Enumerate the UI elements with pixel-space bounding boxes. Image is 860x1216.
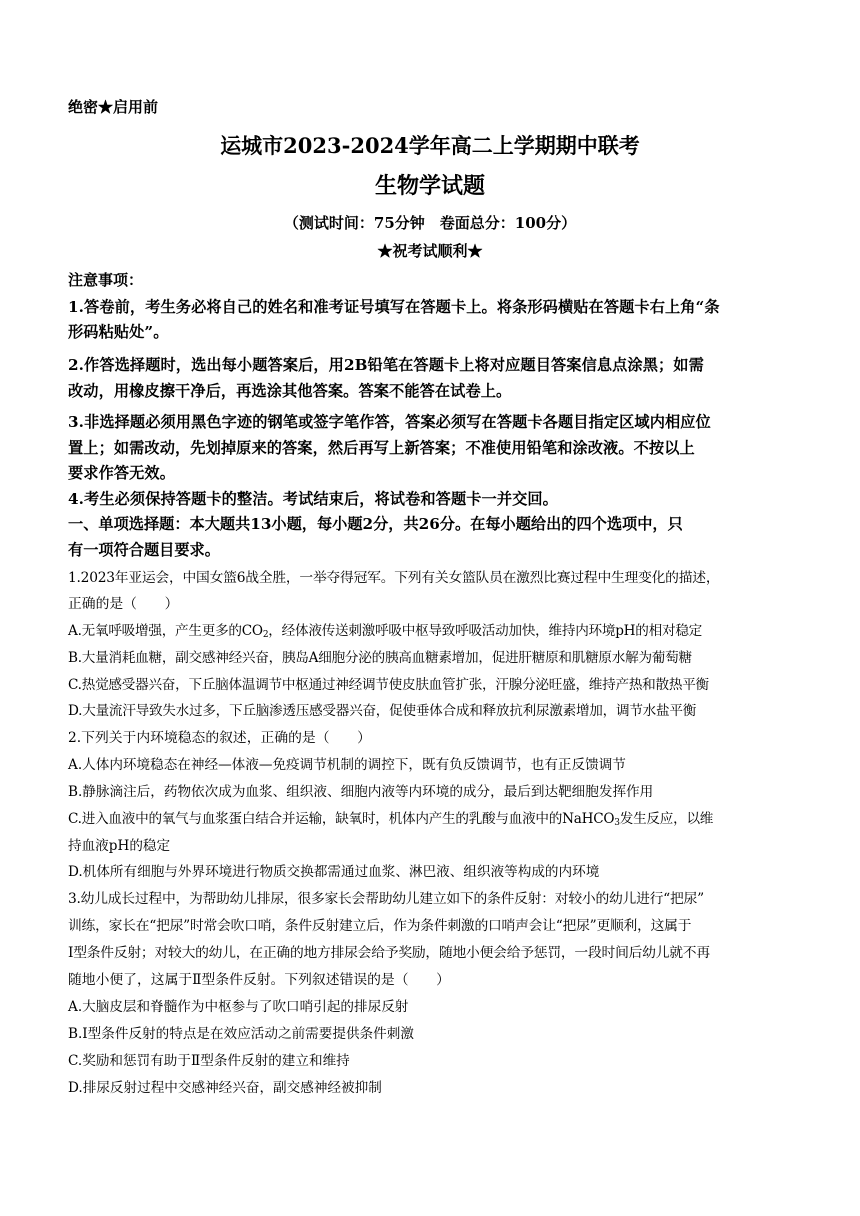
question-3-stem: 随地小便了，这属于Ⅱ型条件反射。下列叙述错误的是（ ）: [68, 972, 450, 988]
question-2-option-c: [68, 813, 794, 827]
question-1-option-d: D.大量流汗导致失水过多，下丘脑渗透压感受器兴奋，促使垂体合成和释放抗利尿激素增加，调节水盐平衡: [68, 703, 697, 719]
section-heading: 有一项符合题目要求。: [68, 541, 220, 559]
question-3-stem: I型条件反射；对较大的幼儿，在正确的地方排尿会给予奖励，随地小便会给予惩罚，一段时间后幼儿就不再: [68, 945, 710, 961]
notice-line: 2.作答选择题时，选出每小题答案后，用2B铅笔在答题卡上将对应题目答案信息点涂黑；如需: [68, 356, 704, 374]
question-1-option-c: C.热觉感受器兴奋，下丘脑体温调节中枢通过神经调节使皮肤血管扩张，汗腺分泌旺盛，维持产热和散热平衡: [68, 677, 709, 693]
notice-line: 3.非选择题必须用黑色字迹的钢笔或签字笔作答，答案必须写在答题卡各题目指定区域内相应位: [68, 413, 711, 431]
question-2-option-b: B.静脉滴注后，药物依次成为血浆、组织液、细胞内液等内环境的成分，最后到达靶细胞发挥作用: [68, 784, 654, 800]
question-1-option-a: [68, 625, 794, 639]
notice-line: 4.考生必须保持答题卡的整洁。考试结束后，将试卷和答题卡一并交回。: [68, 490, 558, 508]
option-text: 发生反应，以维: [619, 811, 714, 827]
notice-line: 1.答卷前，考生务必将自己的姓名和准考证号填写在答题卡上。将条形码横贴在答题卡右上角“条: [68, 298, 720, 316]
question-2-option-d: D.机体所有细胞与外界环境进行物质交换都需通过血浆、淋巴液、组织液等构成的内环境: [68, 864, 600, 880]
notice-line: 改动，用橡皮擦干净后，再选涂其他答案。答案不能答在试卷上。: [68, 382, 512, 400]
question-1-stem: 1.2023年亚运会，中国女篮6战全胜，一举夺得冠军。下列有关女篮队员在激烈比赛过程中生理变化的描述，: [68, 570, 720, 586]
question-3-option-d: D.排尿反射过程中交感神经兴奋，副交感神经被抑制: [68, 1080, 382, 1096]
exam-title: 运城市2023-2024学年高二上学期期中联考: [220, 133, 640, 158]
notice-heading: 注意事项：: [68, 271, 144, 289]
question-2-option-c-cont: 持血液pH的稳定: [68, 838, 171, 854]
subscript: 2: [262, 630, 269, 640]
question-3-stem: 训练，家长在“把尿”时常会吹口哨，条件反射建立后，作为条件刺激的口哨声会让“把尿”更顺利，这属于: [68, 918, 692, 934]
question-1-stem: 正确的是（ ）: [68, 596, 179, 612]
option-text: C.进入血液中的氧气与血浆蛋白结合并运输，缺氧时，机体内产生的乳酸与血液中的NaHCO: [68, 811, 615, 827]
option-text: A.无氧呼吸增强，产生更多的CO: [68, 623, 263, 639]
notice-line: 要求作答无效。: [68, 464, 176, 482]
good-luck-line: ★祝考试顺利★: [377, 242, 483, 260]
question-3-option-c: C.奖励和惩罚有助于Ⅱ型条件反射的建立和维持: [68, 1053, 350, 1069]
notice-line: 置上；如需改动，先划掉原来的答案，然后再写上新答案；不准使用铅笔和涂改液。不按以上: [68, 439, 695, 457]
section-heading: 一、单项选择题：本大题共13小题，每小题2分，共26分。在每小题给出的四个选项中，只: [68, 515, 683, 533]
question-3-option-b: B.I型条件反射的特点是在效应活动之前需要提供条件刺激: [68, 1026, 414, 1042]
exam-info: （测试时间：75分钟 卷面总分：100分）: [283, 214, 577, 232]
question-3-option-a: A.大脑皮层和脊髓作为中枢参与了吹口哨引起的排尿反射: [68, 999, 409, 1015]
question-3-stem: 3.幼儿成长过程中，为帮助幼儿排尿，很多家长会帮助幼儿建立如下的条件反射：对较小的幼儿进行“把尿”: [68, 891, 704, 907]
confidential-label: 绝密★启用前: [68, 98, 159, 116]
question-1-option-b: B.大量消耗血糖，副交感神经兴奋，胰岛A细胞分泌的胰高血糖素增加，促进肝糖原和肌糖原水解为葡萄糖: [68, 650, 692, 666]
option-text: ，经体液传送刺激呼吸中枢导致呼吸活动加快，维持内环境pH的相对稳定: [268, 623, 703, 639]
question-2-stem: 2.下列关于内环境稳态的叙述，正确的是（ ）: [68, 730, 371, 746]
question-2-option-a: A.人体内环境稳态在神经—体液—免疫调节机制的调控下，既有负反馈调节，也有正反馈调节: [68, 757, 626, 773]
subscript: 3: [614, 818, 620, 828]
subject-title: 生物学试题: [374, 173, 485, 199]
notice-line: 形码粘贴处”。: [68, 323, 169, 341]
